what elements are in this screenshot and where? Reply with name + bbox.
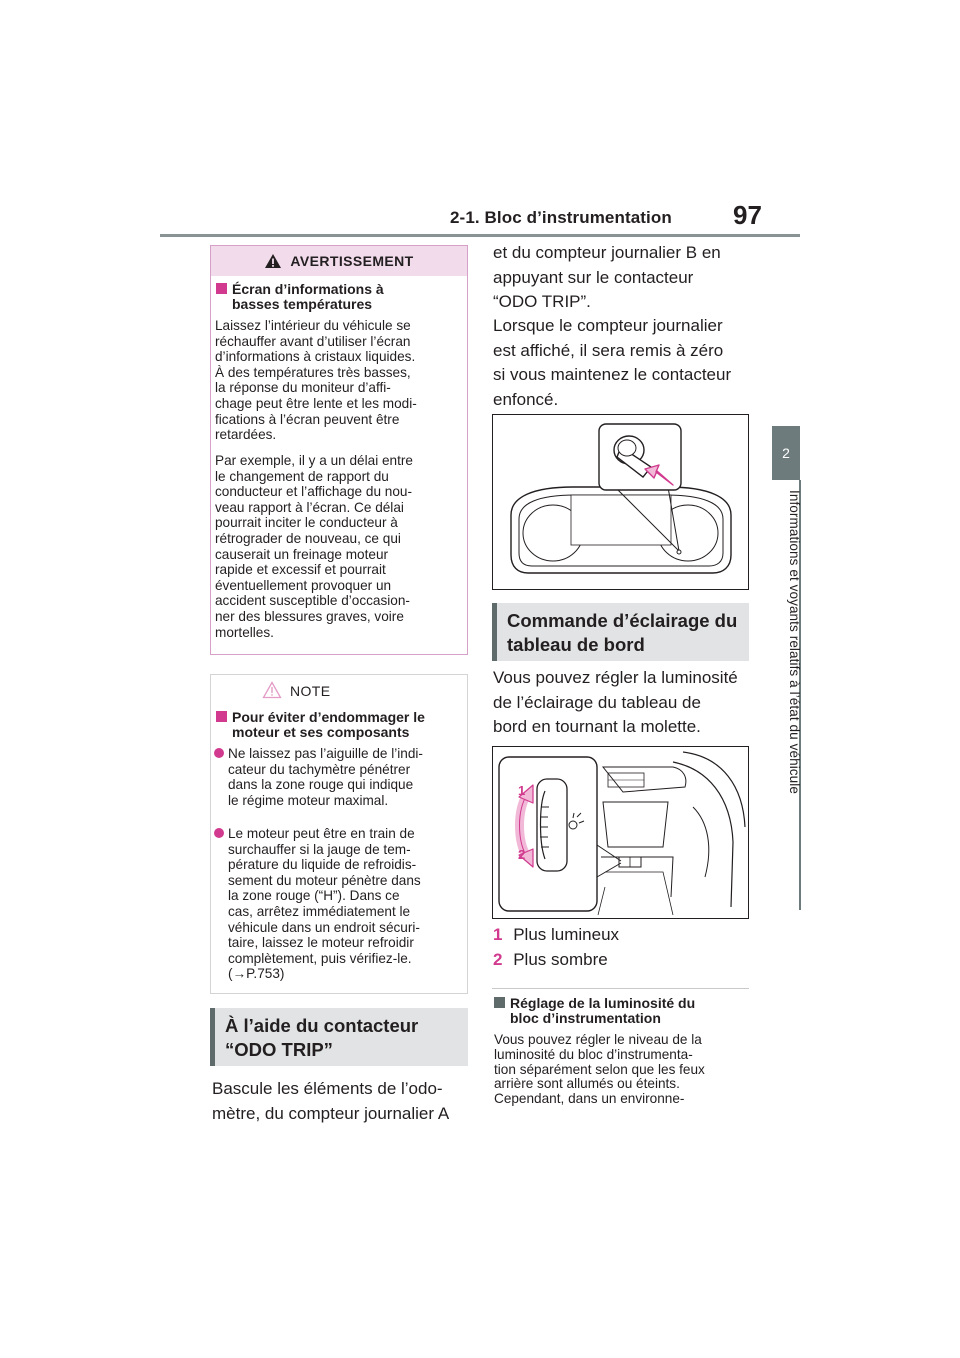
text-line: réchauffer avant d’utiliser l’écran bbox=[215, 333, 411, 349]
legend-text: Plus lumineux bbox=[513, 925, 620, 944]
warning-title: AVERTISSEMENT bbox=[290, 253, 414, 269]
text-line: tion séparément selon que les feux bbox=[494, 1061, 705, 1077]
text-line: retardées. bbox=[215, 427, 277, 443]
note-subheading-line: moteur et ses composants bbox=[232, 724, 410, 740]
dashboard-dial-illustration bbox=[493, 747, 748, 918]
text-line: taire, laissez le moteur refroidir bbox=[228, 935, 414, 951]
warning-paragraph-1 bbox=[215, 318, 417, 443]
header-title: 2-1. Bloc d’instrumentation bbox=[450, 208, 672, 227]
text-line: accident susceptible d’occasion- bbox=[215, 593, 410, 609]
figure-label-2: 2 bbox=[518, 847, 526, 862]
heading-line: tableau de bord bbox=[507, 634, 645, 655]
legend-number: 1 bbox=[493, 925, 503, 944]
text-line: surchauffer si la jauge de tem- bbox=[228, 841, 411, 857]
warning-header bbox=[211, 246, 467, 276]
text-line: Vous pouvez régler le niveau de la bbox=[494, 1032, 702, 1047]
odo-body-left bbox=[212, 1077, 449, 1126]
pink-dot-bullet-icon bbox=[214, 828, 224, 838]
figure-label-1: 1 bbox=[518, 783, 526, 798]
text-line: de l’éclairage du tableau de bbox=[493, 692, 701, 712]
subheading-line: Réglage de la luminosité du bbox=[510, 995, 696, 1011]
text-line: luminosité du bloc d’instrumenta- bbox=[494, 1046, 693, 1062]
text-line: rétrograder de nouveau, ce qui bbox=[215, 530, 401, 546]
text-line: pérature du liquide de refroidis- bbox=[228, 857, 417, 873]
grey-square-bullet-icon bbox=[494, 997, 505, 1008]
text-line: le changement de rapport du bbox=[215, 468, 389, 484]
text-line: rapide et excessif et pourrait bbox=[215, 562, 386, 578]
text-line: mètre, du compteur journalier A bbox=[212, 1103, 450, 1123]
text-line: mortelles. bbox=[215, 624, 274, 640]
text-line: d’informations à cristaux liquides. bbox=[215, 349, 416, 365]
pink-square-bullet-icon bbox=[216, 283, 227, 294]
text-line: le régime moteur maximal. bbox=[228, 792, 389, 808]
warning-paragraph-2 bbox=[215, 453, 413, 640]
legend-item-1 bbox=[493, 923, 619, 948]
text-line: Ne laissez pas l’aiguille de l’indi- bbox=[228, 746, 423, 761]
note-bullet-1 bbox=[214, 746, 423, 808]
chapter-tab-title: Informations et voyants relatifs à l’état du véhicule bbox=[787, 490, 802, 794]
warning-subheading-line: Écran d’informations à bbox=[232, 281, 384, 297]
page-number: 97 bbox=[733, 200, 762, 230]
heading-line: “ODO TRIP” bbox=[225, 1039, 333, 1060]
text-line: cas, arrêtez immédiatement le bbox=[228, 903, 411, 919]
text-line: cateur du tachymètre pénétrer bbox=[228, 761, 411, 777]
brightness-body bbox=[494, 1033, 705, 1107]
text-line: Lorsque le compteur journalier bbox=[493, 316, 723, 335]
text-line: éventuellement provoquer un bbox=[215, 577, 392, 593]
text-line: est affiché, il sera remis à zéro bbox=[493, 340, 724, 360]
subheading-line: bloc d’instrumentation bbox=[510, 1010, 661, 1026]
text-line: la réponse du moniteur d’affi- bbox=[215, 380, 391, 396]
text-line: À des températures très basses, bbox=[215, 364, 411, 380]
figure-dashboard-dial bbox=[492, 746, 749, 919]
text-line: chage peut être lente et les modi- bbox=[215, 395, 417, 411]
note-subheading-line: Pour éviter d’endommager le bbox=[232, 709, 425, 725]
text-line: si vous maintenez le contacteur bbox=[493, 365, 732, 384]
warning-subheading-line: basses températures bbox=[232, 296, 373, 312]
text-line: sement du moteur pénètre dans bbox=[228, 872, 421, 888]
figure-instrument-cluster bbox=[492, 414, 749, 590]
text-line: Vous pouvez régler la luminosité bbox=[493, 668, 738, 687]
brightness-subheading bbox=[494, 996, 695, 1026]
legend-text: Plus sombre bbox=[513, 950, 608, 969]
odo-body-right-2 bbox=[493, 314, 731, 412]
legend-number: 2 bbox=[493, 950, 503, 969]
text-line: veau rapport à l’écran. Ce délai bbox=[215, 499, 404, 515]
text-line: arrière sont allumés ou éteints. bbox=[494, 1076, 680, 1092]
note-title: NOTE bbox=[290, 683, 331, 699]
warning-subheading bbox=[216, 282, 384, 312]
pink-dot-bullet-icon bbox=[214, 748, 224, 758]
text-line: “ODO TRIP”. bbox=[493, 292, 591, 311]
text-line: Laissez l’intérieur du véhicule se bbox=[215, 318, 411, 333]
text-line: la zone rouge (“H”). Dans ce bbox=[228, 888, 400, 904]
text-line: Par exemple, il y a un délai entre bbox=[215, 453, 413, 468]
odo-body-right bbox=[493, 241, 721, 315]
text-line: causerait un freinage moteur bbox=[215, 546, 389, 562]
text-line: Le moteur peut être en train de bbox=[228, 826, 415, 841]
text-line: (→P.753) bbox=[228, 966, 285, 982]
text-line: Bascule les éléments de l’odo- bbox=[212, 1079, 443, 1098]
dash-body bbox=[493, 666, 738, 740]
chapter-tab-number: 2 bbox=[772, 426, 800, 480]
text-line: et du compteur journalier B en bbox=[493, 243, 721, 262]
section-divider bbox=[492, 988, 749, 989]
text-line: appuyant sur le contacteur bbox=[493, 267, 694, 287]
text-line: pourrait inciter le conducteur à bbox=[215, 515, 398, 531]
legend-item-2 bbox=[493, 948, 608, 973]
text-line: enfoncé. bbox=[493, 389, 559, 409]
text-line: véhicule dans un endroit sécuri- bbox=[228, 919, 420, 935]
text-line: complètement, puis vérifiez-le. bbox=[228, 950, 412, 966]
text-line: bord en tournant la molette. bbox=[493, 717, 701, 736]
heading-line: Commande d’éclairage du bbox=[507, 610, 738, 631]
note-subheading bbox=[216, 710, 425, 740]
text-line: conducteur et l’affichage du nou- bbox=[215, 484, 412, 500]
text-line: fications à l’écran peuvent être bbox=[215, 411, 400, 427]
note-bullet-2 bbox=[214, 826, 421, 982]
caution-triangle-icon bbox=[262, 681, 282, 699]
text-line: Cependant, dans un environne- bbox=[494, 1091, 685, 1107]
text-line: dans la zone rouge qui indique bbox=[228, 777, 414, 793]
section-heading-odo-trip bbox=[210, 1008, 468, 1066]
text-line: ner des blessures graves, voire bbox=[215, 608, 404, 624]
header-rule bbox=[160, 234, 800, 237]
instrument-cluster-illustration bbox=[493, 415, 748, 589]
section-heading-dashboard-light bbox=[492, 603, 749, 661]
heading-line: À l’aide du contacteur bbox=[225, 1015, 419, 1036]
warning-triangle-icon bbox=[264, 253, 282, 269]
pink-square-bullet-icon bbox=[216, 711, 227, 722]
